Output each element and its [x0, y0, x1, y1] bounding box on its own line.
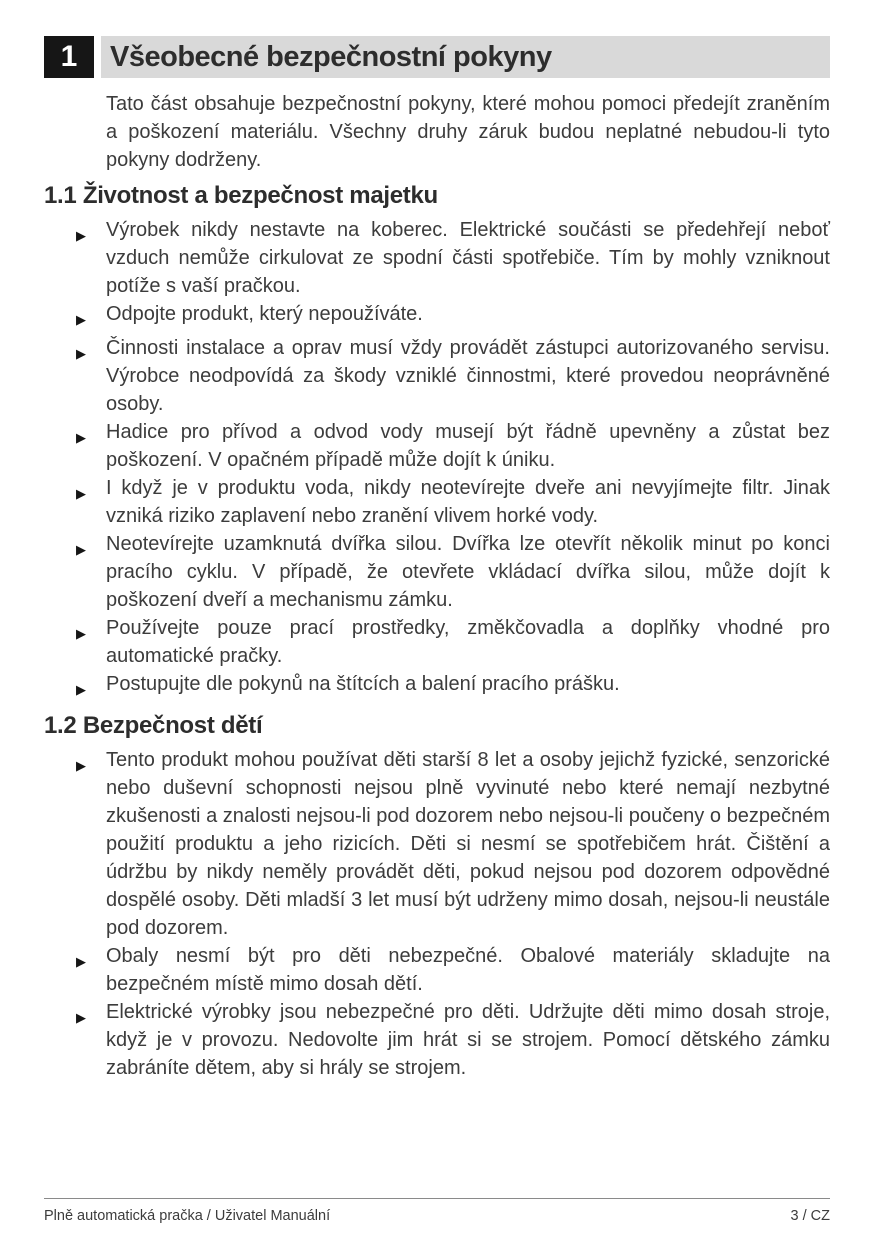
list-item-text: Výrobek nikdy nestavte na koberec. Elektrické součásti se předehřejí neboť vzduch nemůže cirkulovat ze spodní části spotřebiče. Tím by mohly vzniknout potíže s vaší pračkou. [106, 219, 830, 297]
list-item [76, 216, 830, 300]
list-item-text: Elektrické výrobky jsou nebezpečné pro děti. Udržujte děti mimo dosah stroje, když je v provozu. Nedovolte jim hrát si se strojem. Pomocí dětského zámku zabráníte dětem, aby si hrály se strojem. [106, 1001, 830, 1079]
list-item-text: Postupujte dle pokynů na štítcích a balení pracího prášku. [106, 673, 620, 695]
chapter-number-badge: 1 [44, 36, 94, 78]
chapter-header [44, 36, 830, 78]
section-heading-1-2: 1.2 Bezpečnost dětí [44, 712, 263, 739]
bullet-arrow-icon: ▶ [76, 542, 86, 557]
list-item [76, 998, 830, 1082]
list-item-text: I když je v produktu voda, nikdy neotevírejte dveře ani nevyjímejte filtr. Jinak vzniká riziko zaplavení nebo zranění vlivem horké vody. [106, 477, 830, 527]
footer-page-number: 3 / CZ [790, 1208, 830, 1224]
bullet-arrow-icon: ▶ [76, 346, 86, 361]
page-footer [44, 1198, 830, 1224]
bullet-arrow-icon: ▶ [76, 228, 86, 243]
list-item [76, 746, 830, 942]
bullet-arrow-icon: ▶ [76, 486, 86, 501]
list-item [76, 530, 830, 614]
bullet-arrow-icon: ▶ [76, 954, 86, 969]
chapter-header-divider [94, 36, 101, 78]
list-item-text: Odpojte produkt, který nepoužíváte. [106, 303, 423, 325]
list-item-text: Činnosti instalace a oprav musí vždy provádět zástupci autorizovaného servisu. Výrobce neodpovídá za škody vzniklé činnostmi, které provedou neoprávněné osoby. [106, 337, 830, 415]
bullet-arrow-icon: ▶ [76, 682, 86, 697]
bullet-arrow-icon: ▶ [76, 626, 86, 641]
bullet-arrow-icon: ▶ [76, 312, 86, 327]
section-heading-1-1: 1.1 Životnost a bezpečnost majetku [44, 182, 438, 209]
list-item-text: Hadice pro přívod a odvod vody musejí být řádně upevněny a zůstat bez poškození. V opačném případě může dojít k úniku. [106, 421, 830, 471]
chapter-title-bar [101, 36, 830, 78]
list-item [76, 418, 830, 474]
bullet-arrow-icon: ▶ [76, 430, 86, 445]
list-item [76, 942, 830, 998]
bullet-arrow-icon: ▶ [76, 758, 86, 773]
bullet-arrow-icon: ▶ [76, 1010, 86, 1025]
intro-paragraph: Tato část obsahuje bezpečnostní pokyny, které mohou pomoci předejít zraněním a poškození materiálu. Všechny druhy záruk budou neplatné nebudou-li tyto pokyny dodrženy. [106, 93, 830, 171]
footer-document-title: Plně automatická pračka / Uživatel Manuální [44, 1208, 331, 1224]
list-item [76, 474, 830, 530]
list-item-text: Používejte pouze prací prostředky, změkčovadla a doplňky vhodné pro automatické pračky. [106, 617, 830, 667]
list-item-text: Neotevírejte uzamknutá dvířka silou. Dvířka lze otevřít několik minut po konci pracího cyklu. V případě, že otevřete vkládací dvířka silou, může dojít k poškození dveří a mechanismu zámku. [106, 533, 830, 611]
list-item-text: Obaly nesmí být pro děti nebezpečné. Obalové materiály skladujte na bezpečném místě mimo dosah dětí. [106, 945, 830, 995]
chapter-title: Všeobecné bezpečnostní pokyny [110, 40, 552, 73]
list-item [76, 300, 830, 334]
list-item [76, 670, 830, 704]
list-item [76, 614, 830, 670]
list-item [76, 334, 830, 418]
list-item-text: Tento produkt mohou používat děti starší 8 let a osoby jejichž fyzické, senzorické nebo duševní schopnosti nejsou plně vyvinuté nebo které nemají nezbytné zkušenosti a znalosti nejsou-li pod dozorem nebo nejsou-li poučeny o bezpečném použití produktu a jeho rizicích. Děti si nesmí se spotřebičem hrát. Čištění a údržbu by nikdy neměly provádět děti, pokud nejsou pod dozorem odpovědné dospělé osoby. Děti mladší 3 let musí být udrženy mimo dosah, nejsou-li neustále pod dozorem. [106, 749, 830, 939]
